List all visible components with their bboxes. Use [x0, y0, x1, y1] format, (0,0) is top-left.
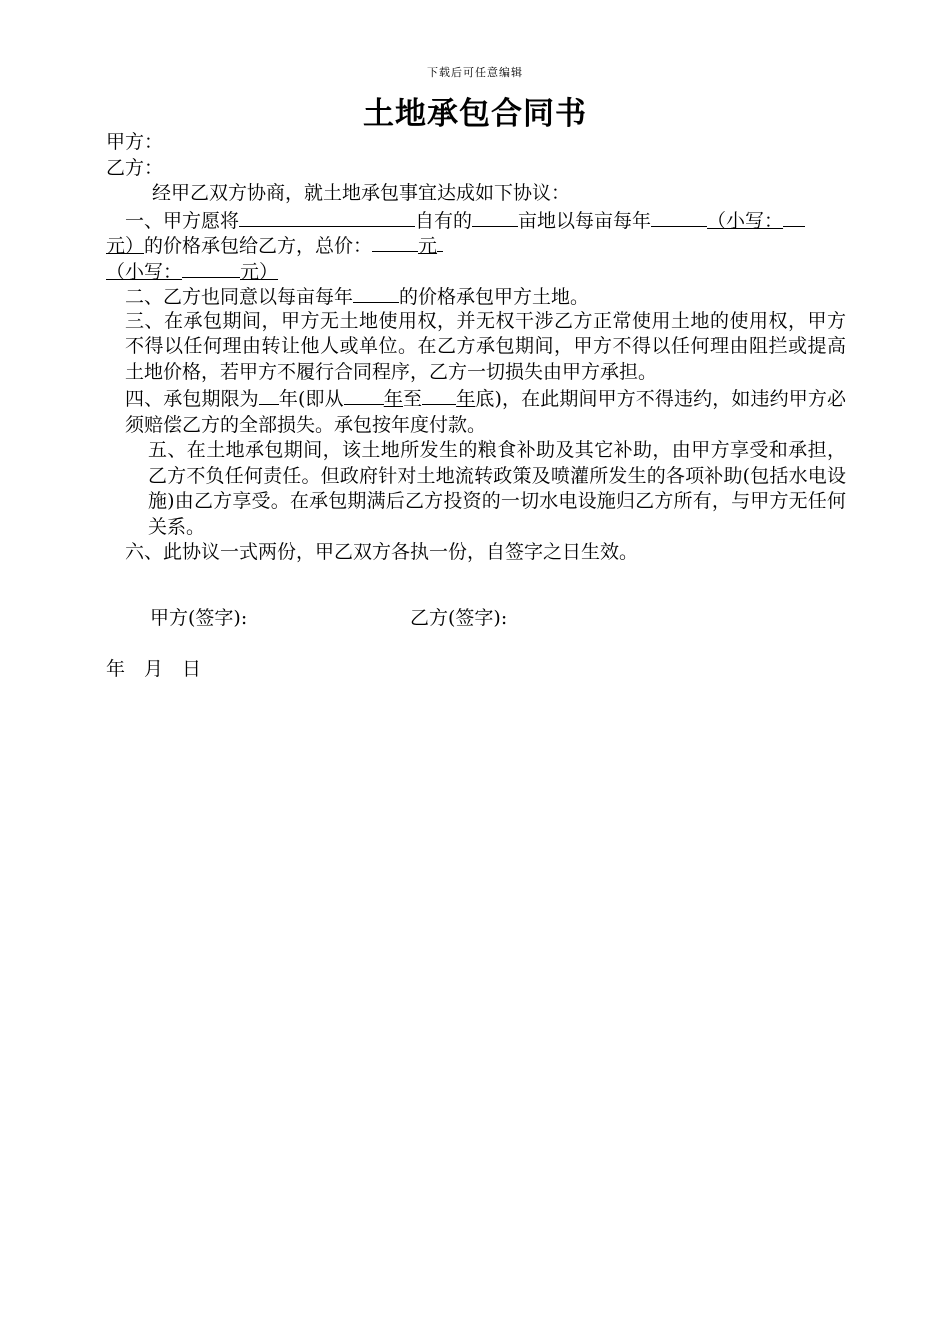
party-a-line: 甲方： [106, 131, 164, 153]
clause-1-line-2 [106, 232, 846, 258]
term-years-blank [259, 385, 279, 405]
clause-4-text-e: 年 [456, 388, 476, 410]
area-blank [472, 207, 518, 227]
clause-1-text-d: （小写： [707, 209, 784, 232]
clause-1-text-i: 元） [240, 260, 279, 283]
intro-line: 经甲乙双方协商，就土地承包事宜达成如下协议： [152, 182, 571, 204]
end-year-blank [422, 385, 456, 405]
price-small-blank [783, 207, 805, 227]
party-a-signature-label: 甲方(签字): [150, 607, 248, 629]
clause-1-text-h: （小写： [106, 260, 183, 283]
date-row [106, 654, 220, 681]
clause-4-text-c: 年 [383, 388, 404, 410]
total-small-blank [182, 258, 240, 278]
clause-1-text-f: 的价格承包给乙方，总价： [144, 235, 373, 257]
clause-1-line-3 [106, 258, 846, 284]
clause-4-text-d: 至 [403, 388, 423, 410]
clause-5: 五、在土地承包期间，该土地所发生的粮食补助及其它补助，由甲方享受和承担，乙方不负任何责任。但政府针对土地流转政策及喷灌所发生的各项补助(包括水电设施)由乙方享受。在承包期满后乙方投资的一切水电设施归乙方所有，与甲方无任何关系。 [148, 439, 846, 538]
party-b-line: 乙方： [106, 156, 164, 179]
start-year-blank [344, 385, 384, 405]
header-note: 下载后可任意编辑 [427, 66, 523, 79]
price-per-mu-blank [651, 207, 707, 227]
clause-2-price-blank [353, 283, 399, 303]
clause-1-text-a: 一、甲方愿将 [125, 209, 240, 232]
clause-4-text-f: 底)，在此期间甲方不得违约，如违约甲方必须赔偿乙方的全部损失。承包按年度付款。 [125, 388, 846, 436]
clause-6: 六、此协议一式两份，甲乙双方各执一份，自签字之日生效。 [125, 541, 639, 563]
clause-1-text-c: 亩地以每亩每年 [518, 209, 652, 232]
clause-4-text-b: 年(即从 [278, 388, 344, 410]
date-day: 日 [182, 658, 202, 680]
clause-3: 三、在承包期间，甲方无土地使用权，并无权干涉乙方正常使用土地的使用权，甲方不得以任何理由转让他人或单位。在乙方承包期间，甲方不得以任何理由阻拦或提高土地价格，若甲方不履行合同程序，乙方一切损失由甲方承担。 [125, 309, 846, 383]
total-price-blank [372, 232, 418, 252]
signature-row [150, 603, 508, 630]
document-title: 土地承包合同书 [363, 96, 587, 132]
clause-1-text-e: 元） [106, 235, 145, 257]
clause-1-text-b: 自有的 [415, 209, 473, 232]
clause-2-text-a: 二、乙方也同意以每亩每年 [125, 286, 354, 308]
owner-blank [239, 207, 415, 227]
clause-1-text-g: 元 [418, 235, 438, 257]
party-b-signature-label: 乙方(签字): [410, 607, 508, 629]
contract-body [106, 130, 846, 566]
date-month: 月 [144, 658, 164, 680]
total-price-tail-blank [437, 232, 443, 252]
clause-1-line-1 [106, 207, 846, 233]
clause-4-text-a: 四、承包期限为 [125, 388, 259, 410]
clause-2-line [106, 283, 846, 309]
clause-2-text-b: 的价格承包甲方土地。 [399, 286, 590, 308]
clause-4 [106, 385, 846, 438]
date-year: 年 [106, 658, 126, 680]
